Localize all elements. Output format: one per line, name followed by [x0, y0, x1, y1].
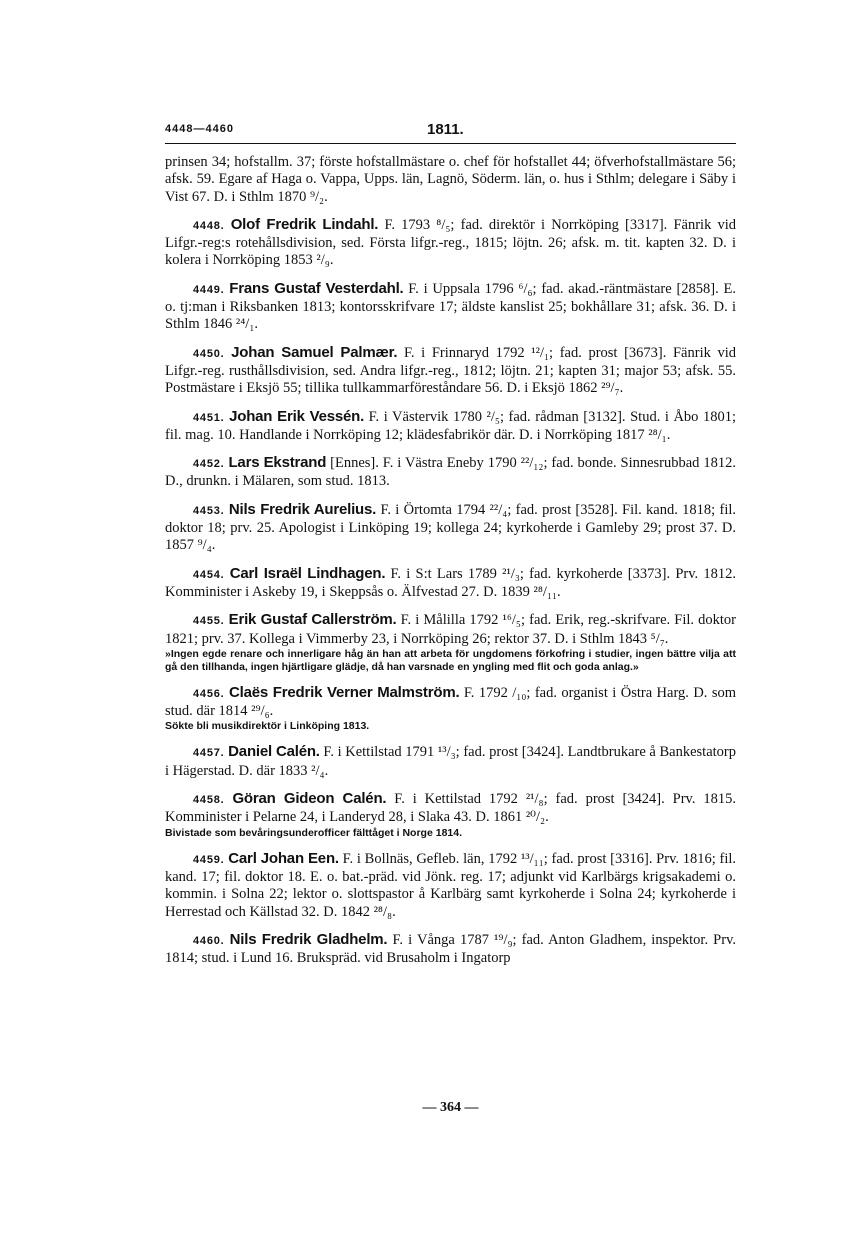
entry-text: F. 1792 /₁₀; fad. organist i Östra Harg. D. som stud. där 1814 ²⁹/₆. [165, 684, 737, 720]
biography-entry [165, 565, 736, 602]
entry-number: 4455. [193, 615, 225, 628]
entry-text: F. i Kettilstad 1792 ²¹/₈; fad. prost [3424]. Prv. 1815. Komminister i Pelarne 24, i Landeryd 28, i Slaka 43. D. 1861 ²⁰/₂. [165, 791, 737, 826]
biography-entry [165, 611, 736, 674]
entry-text: F. i Vånga 1787 ¹⁹/₉; fad. Anton Gladhem, inspektor. Prv. 1814; stud. i Lund 16. Brukspräd. vid Brusaholm i Ingatorp [165, 931, 737, 967]
biography-entry [165, 931, 736, 968]
entry-number: 4451. [193, 411, 225, 424]
entry-number: 4456. [193, 687, 225, 700]
person-name: Frans Gustaf Vesterdahl. [229, 279, 404, 297]
entry-number: 4460. [193, 934, 225, 947]
person-name: Carl Johan Een. [228, 849, 339, 867]
entry-text: [Ennes]. F. i Västra Eneby 1790 ²²/₁₂; fad. bonde. Sinnesrubbad 1812. D., drunkn. i Mälaren, som stud. 1813. [165, 455, 736, 490]
entry-text: F. i Målilla 1792 ¹⁶/₅; fad. Erik, reg.-skrifvare. Fil. doktor 1821; prv. 37. Kollega i Vimmerby 23, i Norrköping 26; rektor 37. D. i Sthlm 1843 ⁵/₇. [165, 612, 736, 647]
person-name: Carl Israël Lindhagen. [229, 564, 386, 582]
biography-entry [165, 501, 736, 555]
entry-range: 4448—4460 [165, 123, 234, 135]
header-rule [165, 143, 736, 144]
entry-number: 4449. [193, 283, 225, 296]
entry-text: F. i Kettilstad 1791 ¹³/₃; fad. prost [3424]. Landtbrukare å Bankestatorp i Hägerstad. D. där 1833 ²/₄. [165, 744, 736, 779]
running-header [165, 121, 736, 141]
entry-number: 4457. [193, 747, 225, 760]
person-name: Lars Ekstrand [228, 454, 327, 472]
page-body [165, 154, 736, 977]
entry-note: Bivistade som bevåringsunderofficer fälttåget i Norge 1814. [165, 826, 463, 839]
biography-entry [165, 850, 736, 921]
person-name: Olof Fredrik Lindahl. [230, 215, 379, 233]
page-number: — 364 — [422, 1100, 479, 1115]
biography-entry [165, 408, 736, 445]
entry-number: 4453. [193, 504, 225, 517]
biography-entry [165, 344, 736, 398]
entry-text: F. i Frinnaryd 1792 ¹²/₁; fad. prost [3673]. Fänrik vid Lifgr.-reg. rusthållsdivision, sed. Andra lifgr.-reg., 1812; löjtn. 21; kapten 31; major 53; afsk. 55. Postmästare i Eksjö 55; tillika tullkammarföreståndare 56. D. i Eksjö 1862 ²⁹/₇. [165, 344, 736, 397]
entry-note: Sökte bli musikdirektör i Linköping 1813. [165, 720, 370, 733]
entry-number: 4454. [193, 568, 225, 581]
entry-number: 4459. [193, 853, 225, 866]
entry-text: F. 1793 ⁸/₅; fad. direktör i Norrköping [3317]. Fänrik vid Lifgr.-reg:s rotehållsdivision, sed. Första lifgr.-reg., 1815; löjtn. 26; afsk. m. tit. kapten 32. D. i kolera i Norrköping 1853 ²/₉. [165, 216, 737, 269]
person-name: Nils Fredrik Aurelius. [228, 500, 377, 518]
entry-number: 4448. [193, 219, 225, 232]
entry-text: F. i Västervik 1780 ²/₅; fad. rådman [3132]. Stud. i Åbo 1801; fil. mag. 10. Handlande i Norrköping 12; klädesfabrikör där. D. i Norrköping 1817 ²⁸/₁. [165, 408, 737, 443]
person-name: Nils Fredrik Gladhelm. [229, 930, 388, 948]
biography-entry [165, 684, 736, 734]
entry-number: 4450. [193, 347, 225, 360]
person-name: Johan Samuel Palmær. [231, 343, 398, 361]
biography-entry [165, 216, 736, 270]
entry-text: F. i Örtomta 1794 ²²/₄; fad. prost [3528]. Fil. kand. 1818; fil. doktor 18; prv. 25. Apologist i Linköping 19; kollega 24; kyrkoherde i Gamleby 29; prost 37. D. 1857 ⁹/₄. [165, 501, 737, 554]
person-name: Göran Gideon Calén. [232, 790, 387, 808]
entry-text: F. i Uppsala 1796 ⁶/₆; fad. akad.-räntmästare [2858]. E. o. tj:man i Riksbanken 1813; kontorsskrifvare 17; äldste kanslist 25; bokhållare 31; afsk. 36. D. i Sthlm 1846 ²⁴/₁. [165, 280, 736, 333]
biography-entry [165, 280, 736, 334]
entry-text: F. i Bollnäs, Gefleb. län, 1792 ¹³/₁₁; fad. prost [3316]. Prv. 1816; fil. kand. 17; fil. doktor 18. E. o. bat.-präd. vid Jönk. reg. 17; adjunkt vid Karlbärgs krigsakademi o. kommin. i Solna 22; lektor o. slottspastor å Karlbärg samt kyrkoherde i Solna 24; kyrkoherde i Herrestad och Källstad 32. D. 1842 ²⁸/₈. [165, 850, 737, 920]
entry-number: 4458. [193, 794, 225, 807]
person-name: Erik Gustaf Callerström. [228, 611, 397, 629]
year-heading: 1811. [427, 121, 464, 138]
person-name: Daniel Calén. [228, 743, 320, 761]
continuation-paragraph: prinsen 34; hofstallm. 37; förste hofstallmästare o. chef för hofstallet 44; öfverhofstallmästare 56; afsk. 59. Egare af Haga o. Vappa, Upps. län, Lagnö, Söderm. län, o. hus i Sthlm; delegare i Säby i Vist 67. D. i Sthlm 1870 ⁹/₂. [165, 154, 736, 205]
person-name: Claës Fredrik Verner Malmström. [228, 683, 460, 701]
entry-number: 4452. [193, 458, 225, 471]
biography-entry [165, 743, 736, 780]
entry-note: »Ingen egde renare och innerligare håg än han att arbeta för ungdomens förkofring i studier, ingen bättre vilja att gå den tillhanda, ingen hjärtligare glädje, då han varsnade en yngling med flit och goda anlag.» [165, 647, 736, 673]
biography-entry [165, 454, 736, 491]
person-name: Johan Erik Vessén. [229, 407, 365, 425]
entry-text: F. i S:t Lars 1789 ²¹/₃; fad. kyrkoherde [3373]. Prv. 1812. Komminister i Askeby 19, i Skeppsås o. Älfvestad 27. D. 1839 ²⁸/₁₁. [165, 565, 737, 600]
biography-entry [165, 790, 736, 840]
